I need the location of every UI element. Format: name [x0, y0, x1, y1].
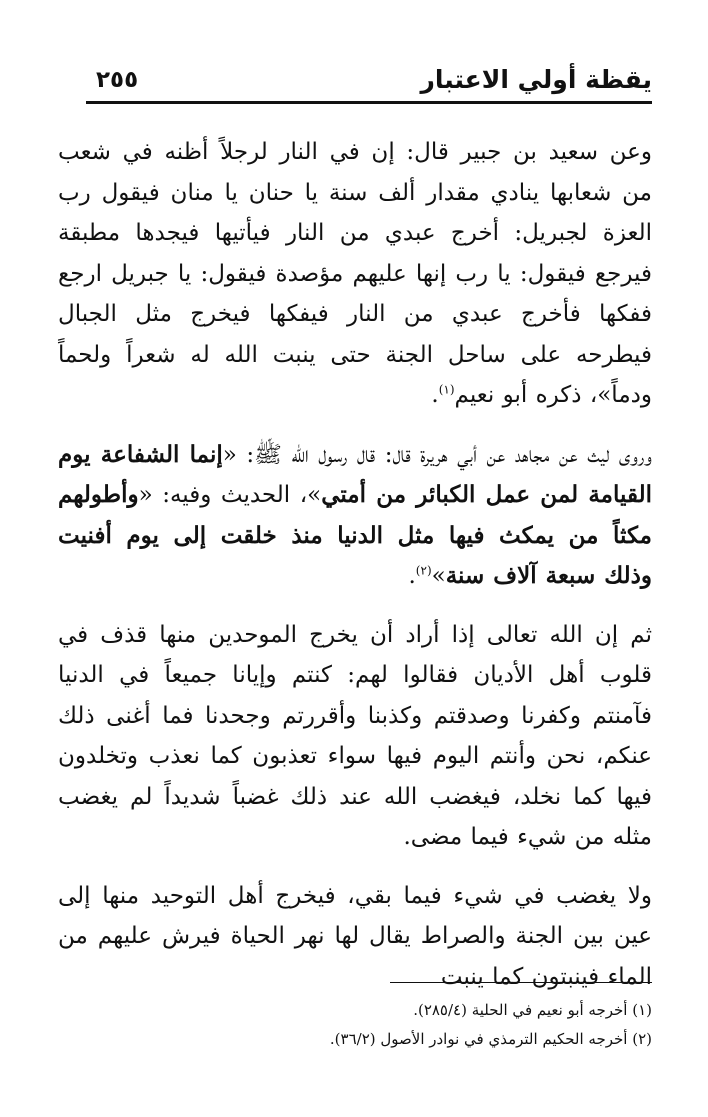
footnotes: [92, 996, 652, 1054]
footnote-1: (١) أخرجه أبو نعيم في الحلية (٢٨٥/٤).: [413, 1001, 652, 1019]
paragraph-1-text: وعن سعيد بن جبير قال: إن في النار لرجلاً أظنه في شعب من شعابها ينادي مقدار ألف سنة يا حنان يا منان فيقول رب العزة لجبريل: أخرج عبدي من النار فيأتيها فيجدها مطبقة فيرجع فيقول: يا رب إنها عليهم مؤصدة فيقول: يا جبريل ارجع ففكها فأخرج عبدي من النار فيفكها فيخرج مثل الجبال فيطرحه على ساحل الجنة حتى ينبت الله له شعراً ولحماً ودماً»، ذكره أبو نعيم: [58, 139, 652, 408]
header-rule: [86, 101, 652, 104]
footnote-separator: [390, 982, 652, 983]
page-header: [86, 60, 652, 104]
main-text: [58, 132, 652, 997]
paragraph-1-tail: .: [431, 382, 439, 408]
hadith-quote-1: إنما الشفاعة يوم القيامة لمن عمل الكبائر من أمتي: [58, 440, 652, 508]
paragraph-2: [58, 435, 652, 597]
footnote-2: (٢) أخرجه الحكيم الترمذي في نوادر الأصول (٣٦/٢).: [329, 1030, 652, 1048]
paragraph-2-tail: .: [408, 563, 416, 589]
footnote-ref-1: (١): [438, 382, 455, 397]
paragraph-4: ولا يغضب في شيء فيما بقي، فيخرج أهل التوحيد منها إلى عين بين الجنة والصراط يقال لها نهر الحياة فيرش عليهم من الماء فينبتون كما ينبت: [58, 882, 652, 990]
page-number: ٢٥٥: [96, 67, 139, 93]
paragraph-2-closing: »: [431, 563, 446, 589]
paragraph-2-middle: »، الحديث وفيه: «: [138, 482, 322, 508]
paragraph-1: [58, 132, 652, 416]
hadith-quote-2: وأطولهم مكثاً من يمكث فيها مثل الدنيا منذ خلقت إلى يوم أفنيت وذلك سبعة آلاف سنة: [58, 481, 652, 589]
footnote-ref-2: (٢): [415, 563, 432, 578]
paragraph-2-intro: وروى ليث عن مجاهد عن أبي هريرة قال: قال رسول الله ﷺ: «: [222, 441, 652, 468]
paragraph-3: ثم إن الله تعالى إذا أراد أن يخرج الموحدين منها قذف في قلوب أهل الأديان فقالوا لهم: كنتم وإيانا جميعاً في الدنيا فآمنتم وكفرنا وصدقتم وكذبنا وأقررتم وجحدنا فما أغنى ذلك عنكم، نحن وأنتم اليوم فيها سواء تعذبون كما نعذب وتخلدون فيها كما نخلد، فيغضب الله عند ذلك غضباً شديداً لم يغضب مثله من شيء فيما مضى.: [58, 621, 652, 850]
running-title: يقظة أولي الاعتبار: [420, 65, 652, 94]
